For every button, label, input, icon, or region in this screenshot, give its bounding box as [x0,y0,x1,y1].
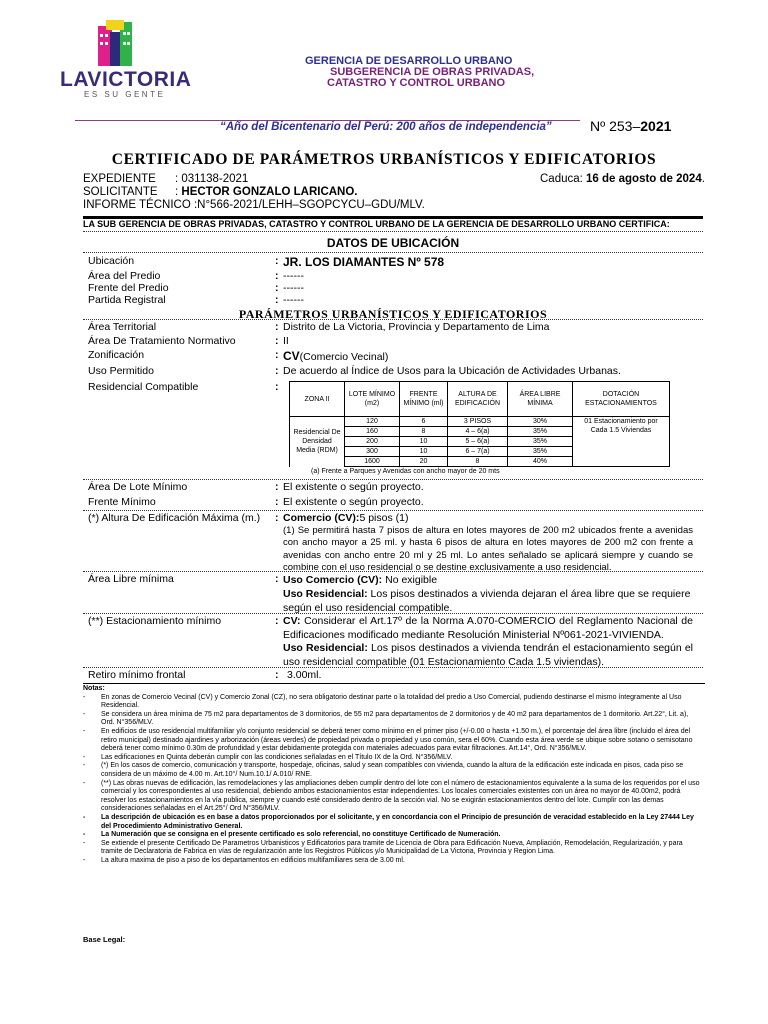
uso-permitido-label: Uso Permitido [88,365,154,377]
colon: : [275,270,279,282]
frente-minimo-value: El existente o según proyecto. [283,496,424,508]
colon: : [275,335,279,347]
subgerencia-title [327,66,535,89]
frente-cell: 10 [400,437,448,447]
altura-cell: 4 – 6(a) [448,427,508,437]
area-predio-value: ------ [283,270,304,282]
zoning-footnote: (a) Frente a Parques y Avenidas con ancho mayor de 20 mts [311,468,500,475]
colon: : [275,496,279,508]
altura-label: (*) Altura De Edificación Máxima (m.) [88,512,261,524]
lote-minimo-value: El existente o según proyecto. [283,481,424,493]
dotted-divider [83,252,703,253]
altura-pisos: 5 pisos (1) [359,512,409,524]
dotacion-cell: 01 Estacionamiento por Cada 1.5 Viviendas [573,417,670,467]
zonificacion-code: CV [283,349,300,363]
ubicacion-heading: DATOS DE UBICACIÓN [326,236,460,250]
note-item: - La Numeración que se consigna en el presente certificado es solo referencial, no constituye Certificado de Numeración. [83,831,703,840]
certificate-number-prefix: Nº 253– [590,118,641,134]
dotted-divider [83,510,703,511]
area-libre-residential [283,587,693,615]
lote-minimo-label: Área De Lote Mínimo [88,481,188,493]
frente-minimo-label: Frente Mínimo [88,496,156,508]
libre-cell: 35% [508,437,573,447]
uso-permitido-value: De acuerdo al Índice de Usos para la Ubicación de Actividades Urbanas. [283,365,621,377]
colon: : [275,282,279,294]
table-bottom-rule [83,683,705,684]
lote-cell: 120 [345,417,400,427]
libre-cell: 35% [508,427,573,437]
ubicacion-label: Ubicación [88,255,135,267]
frente-cell: 6 [400,417,448,427]
altura-cell: 5 – 6(a) [448,437,508,447]
certifica-statement: LA SUB GERENCIA DE OBRAS PRIVADAS, CATASTRO Y CONTROL URBANO DE LA GERENCIA DE DESARROLLO URBANO CERTIFICA: [83,219,670,229]
area-libre-value [283,573,693,615]
caduca-label: Caduca: [540,173,587,185]
logo-slogan: ES SU GENTE [84,90,166,99]
zonificacion-label: Zonificación [88,349,145,361]
dotted-divider [83,613,703,614]
solicitante-label: SOLICITANTE [83,186,158,198]
zoning-table [289,381,670,467]
notes [83,685,703,865]
expediente-value: : 031138-2021 [175,173,249,185]
area-libre-residential-value: Los pisos destinados a vivienda dejaran el área libre que se requiere según el uso residencial compatible. [283,588,691,614]
area-predio-label: Área del Predio [88,270,161,282]
note-item: - La descripción de ubicación es en base a datos proporcionados por el solicitante, y en concordancia con el Principio de presunción de veracidad establecido en la Ley 27444 Ley del Procedimiento Administrativo General. [83,814,703,831]
libre-cell: 30% [508,417,573,427]
subgerencia-line-2: CATASTRO Y CONTROL URBANO [327,77,506,89]
frente-cell: 10 [400,447,448,457]
tratamiento-label: Área De Tratamiento Normativo [88,335,236,347]
partida-row [83,294,705,306]
zoning-header-cell: ALTURA DE EDIFICACIÓN [448,382,508,417]
libre-cell: 35% [508,447,573,457]
altura-cell: 8 [448,457,508,467]
motto: “Año del Bicentenario del Perú: 200 años de independencia” [220,121,552,133]
colon: : [275,365,279,377]
tratamiento-value: II [283,335,289,347]
table-row [290,417,670,427]
partida-label: Partida Registral [88,294,166,306]
note-item: - En edificios de uso residencial multifamiliar y/o conjunto residencial se deberá tener como mínimo en el primer piso (+/-0.00 o hasta +1.50 m.), el porcentaje del área libre (incluido el área del retiro municipal) destinado ajardines y arborización (áreas verdes) de propiedad privada o propiedad y uso común, sera el 60%. Cuando esta área verde se ubique sobre sotano o semisotano deberá tener como mínimo 0.30m de profundidad y estar debidamente protegida con materiales adecuados para evitar filtraciones. Art.14°, Ord. N°356/MLV. [83,728,703,754]
note-item: - En zonas de Comercio Vecinal (CV) y Comercio Zonal (CZ), no sera obligatorio destinar parte o la totalidad del predio a Uso Comercial, pudiendo destinarse el mismo íntegramente al Uso Residencial. [83,694,703,711]
zoning-header-cell: DOTACIÓN ESTACIONAMIENTOS [573,382,670,417]
note-item: - Se considera un área mínima de 75 m2 para departamentos de 3 dormitorios, de 55 m2 para departamentos de 2 dormitorios y de 40 m2 para departamentos de 1 dormitorio. Art.22°, Lit. a), Ord. N°356/MLV. [83,711,703,728]
note-item: - La altura maxima de piso a piso de los departamentos en edificios multifamiliares sera de 3.00 ml. [83,857,703,866]
colon: : [275,512,279,524]
dotted-divider [83,231,703,232]
informe-tecnico: INFORME TÉCNICO :N°566-2021/LEHH–SGOPCYCU–GDU/MLV. [83,199,425,211]
estacionamiento-label: (**) Estacionamiento mínimo [88,615,222,627]
zoning-header-cell: ÁREA LIBRE MÍNIMA [508,382,573,417]
area-libre-commercial [283,573,693,587]
frente-predio-value: ------ [283,282,304,294]
estacionamiento-cv-label: CV: [283,615,301,627]
frente-cell: 8 [400,427,448,437]
libre-cell: 40% [508,457,573,467]
zoning-table-header [290,382,670,417]
area-libre-residential-label: Uso Residencial: [283,588,368,600]
frente-cell: 20 [400,457,448,467]
zona-cell: Residencial De Densidad Media (RDM) [290,417,345,467]
colon: : [275,573,279,585]
certificate-number [590,118,671,134]
colon: : [275,349,279,361]
zonificacion-value [283,349,388,363]
colon: : [275,321,279,333]
estacionamiento-residential-label: Uso Residencial: [283,642,368,654]
colon: : [275,669,279,681]
estacionamiento-cv-value: Considerar el Art.17º de la Norma A.070-COMERCIO del Reglamento Nacional de Edificaciones modificado mediante Resolución Ministerial Nº061-2021-VIVIENDA. [283,615,693,641]
ubicacion-row [83,255,705,269]
retiro-value: 3.00ml. [287,669,322,681]
solicitante-value: HECTOR GONZALO LARICANO. [181,186,358,198]
estacionamiento-cv [283,615,693,642]
altura-detail: (1) Se permitirá hasta 7 pisos de altura en lotes mayores de 200 m2 ubicados frente a avenidas con ancho mayor a 25 ml. y hasta 6 pisos de altura en lotes mayores de 200 m2 con frente a avenidas con ancho entre 20 ml y 25 ml. Lo antes señalado se aplicará siempre y cuando se combine con el uso residencial o se destine exclusivamente a uso residencial. [283,524,693,573]
area-territorial-label: Área Territorial [88,321,157,333]
altura-zone: Comercio (CV): [283,512,360,524]
partida-value: ------ [283,294,304,306]
estacionamiento-residential [283,642,693,669]
solicitante [83,186,358,200]
altura-value [283,512,693,575]
notes-title: Notas: [83,685,105,692]
note-item: - Se extiende el presente Certificado De Parametros Urbanisticos y Edificatorios para tramite de Licencia de Obra para Edificación Nueva, Ampliación, Remodelación, Regularización, y para tramite de Declaratoria de Fabrica en vías de regularización ante los Registros Públicos y/o Municipalidad de La Victoria, Provincia y Region Lima. [83,840,703,857]
note-item: - (*) En los casos de comercio, comunicación y transporte, hospedaje, oficinas, salud y sean compatibles con vivienda, cuando la altura de la edificación este indicada en pisos, cada piso se considera de un máximo de 4.00 m. Art.10°/ Num.10.1/ A.010/ RNE. [83,762,703,779]
dotted-divider [83,319,703,320]
base-legal: Base Legal: [83,935,126,944]
caduca [540,173,705,185]
altura-cell: 3 PISOS [448,417,508,427]
lote-cell: 200 [345,437,400,447]
altura-cell: 6 – 7(a) [448,447,508,457]
note-item: - Las edificaciones en Quinta deberán cumplir con las condiciones señaladas en el Título IX de la Ord. N°356/MLV. [83,754,703,763]
dotted-divider [83,479,703,480]
residencial-label: Residencial Compatible [88,381,199,393]
area-libre-label: Área Libre mínima [88,573,174,585]
area-predio-row [83,270,705,282]
subgerencia-line-1: SUBGERENCIA DE OBRAS PRIVADAS, [330,66,535,78]
note-item: - (**) Las obras nuevas de edificación, las remodelaciones y las ampliaciones deben cumplir dentro del lote con el número de estacionamientos equivalente a la suma de los requeridos por el uso comercial y los correspondientes al uso residencial, debiendo ambos estacionamientos estar independientes. Los locales comerciales existentes con un área no mayor de 40.00m2, podrá resolver los estacionamientos en la vía publica, siempre y cuando esté considerado dentro de la sección vial. No se exigirán estacionamientos dentro del lote. Cumplir con las demas consideraciones señaladas en el Art.25°/ Ord N°356/MLV. [83,780,703,814]
altura-main [283,512,693,525]
logo-text: LAVICTORIA [60,68,192,91]
estacionamiento-value [283,615,693,669]
caduca-end: . [701,173,705,185]
caduca-value: 16 de agosto de 2024 [586,173,702,185]
area-libre-commercial-value: No exigible [382,574,438,586]
dotted-divider [83,571,703,572]
lote-cell: 160 [345,427,400,437]
lote-cell: 1600 [345,457,400,467]
estacionamiento-residential-value: Los pisos destinados a vivienda tendrán el estacionamiento según el uso residencial compatible (01 Estacionamiento Cada 1.5 viviendas). [283,642,693,668]
retiro-label: Retiro mínimo frontal [88,669,186,681]
frente-predio-label: Frente del Predio [88,282,169,294]
ubicacion-value: JR. LOS DIAMANTES Nº 578 [283,255,445,269]
area-libre-commercial-label: Uso Comercio (CV): [283,574,383,586]
area-territorial-value: Distrito de La Victoria, Provincia y Departamento de Lima [283,321,550,333]
parametros-heading: PARÁMETROS URBANÍSTICOS Y EDIFICATORIOS [238,307,548,321]
certificate-number-year: 2021 [640,118,672,134]
colon: : [275,381,279,393]
colon: : [275,615,279,627]
frente-predio-row [83,282,705,294]
colon: : [275,481,279,493]
colon: : [275,294,279,306]
zoning-header-cell: LOTE MÍNIMO (m2) [345,382,400,417]
page-title: CERTIFICADO DE PARÁMETROS URBANÍSTICOS Y EDIFICATORIOS [111,151,657,168]
zoning-header-cell: ZONA II [290,382,345,417]
dotted-divider [83,667,703,668]
zonificacion-desc: (Comercio Vecinal) [299,351,389,363]
expediente-label: EXPEDIENTE [83,173,156,185]
gerencia-title: GERENCIA DE DESARROLLO URBANO [305,55,513,67]
zoning-header-cell: FRENTE MÍNIMO (ml) [400,382,448,417]
expediente [83,173,248,187]
solicitante-colon: : [175,186,182,198]
colon: : [275,255,279,267]
lote-cell: 300 [345,447,400,457]
